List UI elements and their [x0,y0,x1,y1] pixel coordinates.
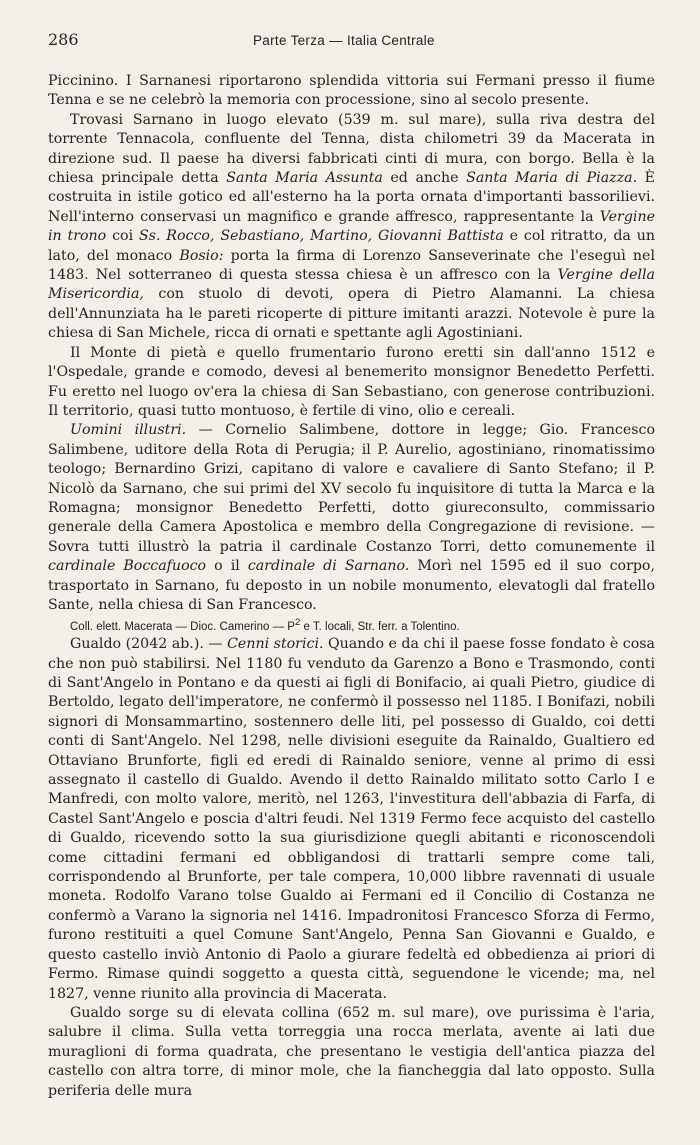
italic-run: Santa Maria di Piazza. [466,170,638,187]
paragraph-gualdo-history [48,635,655,1004]
text-run: Gualdo (2042 ab.). — [70,636,228,653]
text-run: e T. locali, Str. ferr. a Tolentino. [300,621,460,634]
text-run: Quando e da chi il paese fosse fondato è cosa che non può stabilirsi. Nel 1180 fu venduto da Garenzo a Bono e Trasmondo, conti di Sant'Angelo in Pontano e da questi ai figli di Bonifacio, ai quali Pietro, giudice di Bertoldo, legato dell'imperatore, ne confermò il possesso nel 1185. I Bonifazi, nobili signori di Monsammartino, sostennero delle liti, pel possesso di Gualdo, coi detti conti di Sant'Angelo. Nel 1298, nelle divisioni eseguite da Rainaldo, Gualtiero ed Ottaviano Brunforte, figli ed eredi di Rainaldo seniore, venne al primo di essi assegnato il castello di Gualdo. Avendo il detto Rainaldo militato sotto Carlo I e Manfredi, con molto valore, meritò, nel 1263, l'investitura dell'abbazia di Farfa, di Castel Sant'Angelo e poscia d'altri feudi. Nel 1319 Fermo fece acquisto del castello di Gualdo, ricevendo sotto la sua giurisdizione quegli abitanti e riconoscendoli come cittadini fermani ed obbligandosi di trattarli sempre come tali, corrispondendo al Brunforte, per tale compera, 10,000 libbre ravennati di usuale moneta. Rodolfo Varano tolse Gualdo ai Fermani ed il Concilio di Costanza ne confermò a Varano la signoria nel 1416. Impadronitosi Francesco Sforza di Fermo, furono restituiti a quel Comune Sant'Angelo, Penna San Giovanni e Gualdo, e questo castello inviò Antonio di Paolo a giurare fedeltà ed obbedienza ai priori di Fermo. Rimase quindi soggetto a questa città, seguendone le vicende; ma, nel 1827, venne riunito alla provincia di Macerata. [48,636,655,1002]
paragraph-text: Piccinino. I Sarnanesi riportarono splendida vittoria sui Fermani presso il fiume Tenna e se ne celebrò la memoria con processione, sino al secolo presente. [48,73,655,109]
section-heading-italic: Uomini illustri. [70,422,187,439]
italic-run: Bosio: [179,247,224,264]
text-run: porta la firma di Lorenzo Sanseverinate che l'eseguì nel 1483. Nel sotterraneo di questa stessa chiesa è un affresco con la [48,247,655,284]
text-run: ed anche [382,170,467,187]
text-run: — Cornelio Salimbene, dottore in legge; Gio. Francesco Salimbene, uditore della Rota di Perugia; il P. Aurelio, agostiniano, rinomatissimo teologo; Bernardino Grizi, capitano di valore e cavaliere di Santo Stefano; il P. Nicolò da Sarnano, che sui primi del XV secolo fu inquisitore di tutta la Marca e la Romagna; monsignor Benedetto Perfetti, dotto giureconsulto, commissario generale della Camera Apostolica e membro della Congregazione di revisione. — Sovra tutti illustrò la patria il cardinale Costanzo Torri, detto comunemente il [48,422,655,555]
italic-run: Vergine della Misericordia, [48,267,656,303]
page-body [48,72,655,1101]
running-title: Parte Terza — Italia Centrale [253,33,435,48]
text-run: È costruita in istile gotico ed all'esterno ha la porta ornata d'importanti bassorilievi. Nell'interno conservasi un magnifico e grande affresco, rappresentante la [48,170,655,225]
text-run: coi [106,228,139,245]
italic-run: Santa Maria Assunta [226,170,383,187]
paragraph-uomini-illustri [48,421,655,615]
italic-run: Ss. Rocco, Sebastiano, Martino, Giovanni Battista [138,228,504,245]
paragraph-gualdo-description [48,1004,655,1101]
italic-run: Cenni storici. [227,636,324,653]
text-run: o il [206,558,248,575]
page-number: 286 [48,30,79,49]
paragraph-text: Il Monte di pietà e quello frumentario furono eretti sin dall'anno 1512 e l'Ospedale, grande e comodo, devesi al benemerito monsignor Benedetto Perfetti. Fu eretto nel luogo ov'era la chiesa di San Sebastiano, con generose contribuzioni. Il territorio, quasi tutto montuoso, è fertile di vino, olio e cereali. [48,344,655,419]
paragraph-sarnano-description [48,111,655,344]
text-run: Coll. elett. Macerata — Dioc. Camerino — P [70,621,295,634]
superscript: 2 [294,617,301,629]
paragraph-continuation [48,72,655,111]
page-header [48,30,655,58]
text-run: Morì nel 1595 ed il suo corpo, trasportato in Sarnano, fu deposto in un nobile monumento, elevatogli dal fratello Sante, nella chiesa di San Francesco. [48,558,655,613]
source-line [48,615,655,635]
text-run: con stuolo di devoti, opera di Pietro Alamanni. La chiesa dell'Annunziata ha le pareti ricoperte di pitture imitanti arazzi. Notevole è pure la chiesa di San Michele, ricca di ornati e spettante agli Agostiniani. [48,286,655,342]
italic-run: cardinale Boccafuoco [48,558,207,575]
italic-run: Vergine in trono [48,208,655,245]
italic-run: cardinale di Sarnano. [247,558,410,575]
paragraph-text: Gualdo sorge su di elevata collina (652 m. sul mare), ove purissima è l'aria, salubre il clima. Sulla vetta torreggia una rocca merlata, avente ai lati due muraglioni di forma quadrata, che presentano le vestigia dell'antica piazza del castello con altra torre, di minor mole, che la fiancheggia dal lato opposto. Sulla periferia delle mura [48,1004,655,1099]
paragraph-monte-di-pieta [48,344,655,422]
text-run: e col ritratto, da un lato, del monaco [48,228,655,264]
text-run: Trovasi Sarnano in luogo elevato (539 m. sul mare), sulla riva destra del torrente Tennacola, confluente del Tenna, dista chilometri 39 da Macerata in direzione sud. Il paese ha diversi fabbricati cinti di mura, con borgo. Bella è la chiesa principale detta [48,111,655,187]
